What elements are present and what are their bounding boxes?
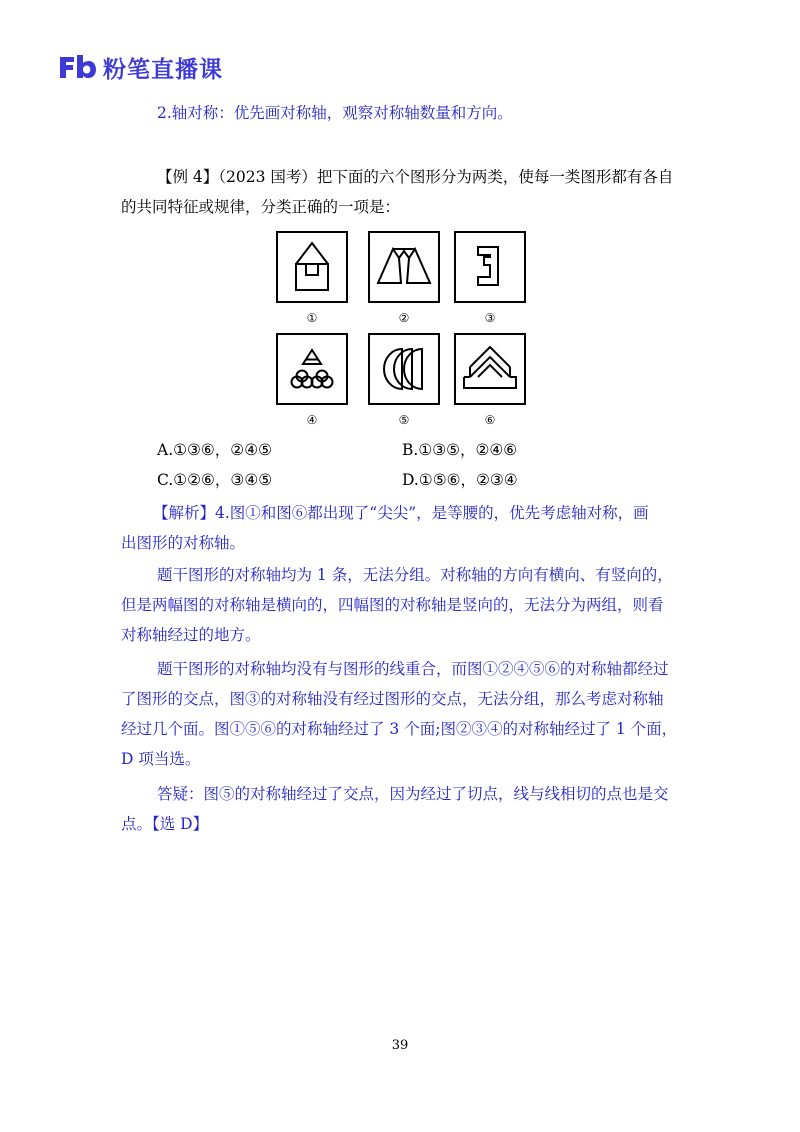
- figure-2: [368, 231, 440, 303]
- analysis-p2-line2: 但是两幅图的对称轴是横向的，四幅图的对称轴是竖向的，无法分为两组，则看: [121, 596, 664, 614]
- brand-name: 粉笔直播课: [103, 56, 223, 83]
- page-number: 39: [391, 1038, 409, 1053]
- caption-4: ④: [306, 413, 318, 427]
- option-c: C.①②⑥，③④⑤: [157, 471, 273, 489]
- option-b: B.①③⑤，②④⑥: [402, 441, 518, 459]
- section-heading: 2.轴对称：优先画对称轴，观察对称轴数量和方向。: [157, 104, 513, 122]
- option-d: D.①⑤⑥，②③④: [402, 471, 518, 489]
- figure-5: [368, 333, 440, 405]
- figure-3: [454, 231, 526, 303]
- question-line-1: 【例 4】（2023 国考）把下面的六个图形分为两类，使每一类图形都有各自: [157, 168, 674, 186]
- analysis-p3-line2: 了图形的交点，图③的对称轴没有经过图形的交点，无法分组，那么考虑对称轴: [121, 690, 664, 708]
- analysis-p4-line2: 点。【选 D】: [121, 815, 209, 833]
- analysis-p1-line2: 出图形的对称轴。: [121, 534, 246, 552]
- caption-3: ③: [484, 311, 496, 325]
- figure-1: [276, 231, 348, 303]
- caption-6: ⑥: [484, 413, 496, 427]
- caption-1: ①: [306, 311, 318, 325]
- analysis-p4-line1: 答疑：图⑤的对称轴经过了交点，因为经过了切点，线与线相切的点也是交: [157, 785, 669, 803]
- figure-6: [454, 333, 526, 405]
- analysis-p3-line1: 题干图形的对称轴均没有与图形的线重合，而图①②④⑤⑥的对称轴都经过: [157, 660, 669, 678]
- analysis-p3-line3: 经过几个面。图①⑤⑥的对称轴经过了 3 个面;图②③④的对称轴经过了 1 个面，: [121, 720, 678, 738]
- figure-4: [276, 333, 348, 405]
- figure-grid: [276, 231, 532, 431]
- fb-logo-icon: [57, 53, 97, 81]
- caption-5: ⑤: [398, 413, 410, 427]
- question-line-2: 的共同特征或规律，分类正确的一项是：: [121, 198, 401, 216]
- analysis-p3-line4: D 项当选。: [121, 750, 201, 768]
- analysis-p2-line3: 对称轴经过的地方。: [121, 626, 261, 644]
- header-logo: [57, 52, 223, 82]
- analysis-p1-line1: 【解析】4.图①和图⑥都出现了“尖尖”，是等腰的，优先考虑轴对称，画: [153, 504, 649, 522]
- option-a: A.①③⑥，②④⑤: [157, 441, 272, 459]
- caption-2: ②: [398, 311, 410, 325]
- analysis-p2-line1: 题干图形的对称轴均为 1 条，无法分组。对称轴的方向有横向、有竖向的，: [157, 566, 673, 584]
